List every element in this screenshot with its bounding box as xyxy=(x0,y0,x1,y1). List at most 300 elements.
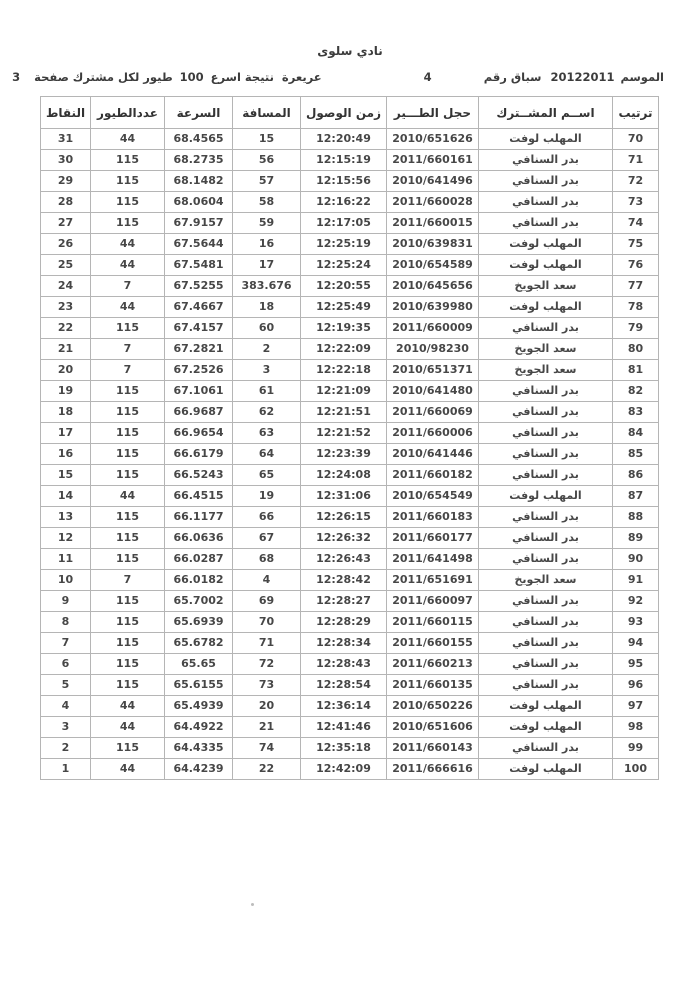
cell-points: 16 xyxy=(41,444,91,465)
cell-rank: 86 xyxy=(613,465,659,486)
cell-participant-name: بدر السنافي xyxy=(479,507,613,528)
cell-speed: 65.6939 xyxy=(165,612,233,633)
cell-speed: 65.6782 xyxy=(165,633,233,654)
cell-rank: 73 xyxy=(613,192,659,213)
cell-speed: 67.5481 xyxy=(165,255,233,276)
race-number-value: 4 xyxy=(423,70,432,84)
cell-arrival-time: 12:28:42 xyxy=(301,570,387,591)
cell-ring-number: 2010/650226 xyxy=(387,696,479,717)
cell-rank: 94 xyxy=(613,633,659,654)
cell-points: 6 xyxy=(41,654,91,675)
column-header-speed: السرعة xyxy=(165,97,233,129)
table-row xyxy=(41,465,659,486)
cell-arrival-time: 12:15:56 xyxy=(301,171,387,192)
cell-participant-name: بدر السنافي xyxy=(479,738,613,759)
cell-ring-number: 2010/651606 xyxy=(387,717,479,738)
cell-distance: 62 xyxy=(233,402,301,423)
cell-distance: 61 xyxy=(233,381,301,402)
cell-points: 27 xyxy=(41,213,91,234)
cell-bird-count: 115 xyxy=(91,549,165,570)
cell-ring-number: 2010/639980 xyxy=(387,297,479,318)
cell-participant-name: بدر السنافي xyxy=(479,612,613,633)
cell-distance: 56 xyxy=(233,150,301,171)
cell-bird-count: 44 xyxy=(91,759,165,780)
table-row xyxy=(41,738,659,759)
cell-points: 9 xyxy=(41,591,91,612)
cell-speed: 68.2735 xyxy=(165,150,233,171)
cell-rank: 71 xyxy=(613,150,659,171)
cell-speed: 68.0604 xyxy=(165,192,233,213)
cell-points: 12 xyxy=(41,528,91,549)
cell-speed: 66.6179 xyxy=(165,444,233,465)
cell-rank: 77 xyxy=(613,276,659,297)
cell-points: 25 xyxy=(41,255,91,276)
cell-arrival-time: 12:16:22 xyxy=(301,192,387,213)
cell-arrival-time: 12:22:09 xyxy=(301,339,387,360)
cell-distance: 59 xyxy=(233,213,301,234)
cell-rank: 91 xyxy=(613,570,659,591)
cell-points: 15 xyxy=(41,465,91,486)
cell-arrival-time: 12:24:08 xyxy=(301,465,387,486)
cell-bird-count: 7 xyxy=(91,339,165,360)
cell-rank: 82 xyxy=(613,381,659,402)
table-row xyxy=(41,759,659,780)
table-row xyxy=(41,486,659,507)
cell-arrival-time: 12:26:15 xyxy=(301,507,387,528)
cell-bird-count: 44 xyxy=(91,297,165,318)
cell-bird-count: 115 xyxy=(91,213,165,234)
cell-points: 17 xyxy=(41,423,91,444)
column-header-arrival-time: زمن الوصول xyxy=(301,97,387,129)
cell-ring-number: 2011/660155 xyxy=(387,633,479,654)
page-number: 3 xyxy=(12,70,21,84)
cell-rank: 95 xyxy=(613,654,659,675)
cell-arrival-time: 12:28:34 xyxy=(301,633,387,654)
table-row xyxy=(41,276,659,297)
cell-bird-count: 115 xyxy=(91,318,165,339)
cell-points: 4 xyxy=(41,696,91,717)
header-row xyxy=(41,97,659,129)
cell-bird-count: 115 xyxy=(91,633,165,654)
report-meta-line xyxy=(12,70,664,84)
cell-bird-count: 115 xyxy=(91,507,165,528)
table-row xyxy=(41,234,659,255)
cell-rank: 76 xyxy=(613,255,659,276)
cell-distance: 64 xyxy=(233,444,301,465)
cell-points: 8 xyxy=(41,612,91,633)
cell-distance: 383.676 xyxy=(233,276,301,297)
cell-participant-name: المهلب لوفت xyxy=(479,717,613,738)
cell-distance: 17 xyxy=(233,255,301,276)
cell-ring-number: 2011/660135 xyxy=(387,675,479,696)
cell-speed: 68.4565 xyxy=(165,129,233,150)
cell-speed: 66.5243 xyxy=(165,465,233,486)
cell-participant-name: بدر السنافي xyxy=(479,528,613,549)
cell-bird-count: 115 xyxy=(91,423,165,444)
cell-ring-number: 2010/98230 xyxy=(387,339,479,360)
cell-distance: 72 xyxy=(233,654,301,675)
cell-participant-name: بدر السنافي xyxy=(479,675,613,696)
cell-points: 13 xyxy=(41,507,91,528)
cell-bird-count: 7 xyxy=(91,276,165,297)
cell-ring-number: 2011/660183 xyxy=(387,507,479,528)
cell-distance: 18 xyxy=(233,297,301,318)
cell-distance: 67 xyxy=(233,528,301,549)
cell-points: 3 xyxy=(41,717,91,738)
cell-ring-number: 2011/660015 xyxy=(387,213,479,234)
table-row xyxy=(41,402,659,423)
cell-bird-count: 44 xyxy=(91,234,165,255)
cell-participant-name: سعد الجويخ xyxy=(479,276,613,297)
column-header-distance: المسافة xyxy=(233,97,301,129)
table-row xyxy=(41,129,659,150)
cell-points: 28 xyxy=(41,192,91,213)
cell-rank: 84 xyxy=(613,423,659,444)
cell-bird-count: 115 xyxy=(91,738,165,759)
cell-speed: 68.1482 xyxy=(165,171,233,192)
table-row xyxy=(41,654,659,675)
cell-speed: 65.65 xyxy=(165,654,233,675)
cell-participant-name: بدر السنافي xyxy=(479,402,613,423)
cell-rank: 78 xyxy=(613,297,659,318)
cell-ring-number: 2010/645656 xyxy=(387,276,479,297)
cell-points: 5 xyxy=(41,675,91,696)
column-header-rank: ترتيب xyxy=(613,97,659,129)
season-value: 20122011 xyxy=(550,70,615,84)
table-row xyxy=(41,675,659,696)
cell-speed: 67.5644 xyxy=(165,234,233,255)
cell-bird-count: 44 xyxy=(91,129,165,150)
cell-ring-number: 2010/641480 xyxy=(387,381,479,402)
cell-rank: 72 xyxy=(613,171,659,192)
cell-rank: 93 xyxy=(613,612,659,633)
cell-points: 18 xyxy=(41,402,91,423)
cell-points: 19 xyxy=(41,381,91,402)
table-row xyxy=(41,192,659,213)
cell-points: 2 xyxy=(41,738,91,759)
cell-distance: 70 xyxy=(233,612,301,633)
results-table-header xyxy=(41,97,659,129)
cell-rank: 74 xyxy=(613,213,659,234)
cell-arrival-time: 12:26:32 xyxy=(301,528,387,549)
cell-rank: 98 xyxy=(613,717,659,738)
cell-bird-count: 115 xyxy=(91,465,165,486)
cell-speed: 66.1177 xyxy=(165,507,233,528)
cell-ring-number: 2011/660143 xyxy=(387,738,479,759)
cell-points: 14 xyxy=(41,486,91,507)
cell-speed: 64.4239 xyxy=(165,759,233,780)
cell-ring-number: 2011/660182 xyxy=(387,465,479,486)
cell-distance: 19 xyxy=(233,486,301,507)
table-row xyxy=(41,507,659,528)
cell-distance: 63 xyxy=(233,423,301,444)
table-row xyxy=(41,696,659,717)
cell-arrival-time: 12:35:18 xyxy=(301,738,387,759)
cell-bird-count: 115 xyxy=(91,612,165,633)
cell-arrival-time: 12:36:14 xyxy=(301,696,387,717)
cell-distance: 71 xyxy=(233,633,301,654)
column-header-participant-name: اســم المشــترك xyxy=(479,97,613,129)
cell-distance: 58 xyxy=(233,192,301,213)
cell-speed: 66.0287 xyxy=(165,549,233,570)
cell-participant-name: بدر السنافي xyxy=(479,318,613,339)
cell-rank: 70 xyxy=(613,129,659,150)
cell-arrival-time: 12:28:43 xyxy=(301,654,387,675)
table-row xyxy=(41,423,659,444)
cell-distance: 68 xyxy=(233,549,301,570)
cell-distance: 65 xyxy=(233,465,301,486)
cell-distance: 21 xyxy=(233,717,301,738)
cell-speed: 65.7002 xyxy=(165,591,233,612)
cell-speed: 67.4157 xyxy=(165,318,233,339)
cell-arrival-time: 12:21:51 xyxy=(301,402,387,423)
table-row xyxy=(41,549,659,570)
cell-points: 24 xyxy=(41,276,91,297)
column-header-bird-count: عددالطيور xyxy=(91,97,165,129)
cell-bird-count: 115 xyxy=(91,654,165,675)
cell-arrival-time: 12:42:09 xyxy=(301,759,387,780)
table-row xyxy=(41,150,659,171)
cell-participant-name: المهلب لوفت xyxy=(479,255,613,276)
cell-participant-name: المهلب لوفت xyxy=(479,297,613,318)
cell-ring-number: 2010/651371 xyxy=(387,360,479,381)
cell-speed: 67.9157 xyxy=(165,213,233,234)
cell-participant-name: المهلب لوفت xyxy=(479,696,613,717)
cell-arrival-time: 12:22:18 xyxy=(301,360,387,381)
cell-distance: 73 xyxy=(233,675,301,696)
table-row xyxy=(41,528,659,549)
cell-participant-name: بدر السنافي xyxy=(479,381,613,402)
cell-arrival-time: 12:25:19 xyxy=(301,234,387,255)
cell-ring-number: 2011/660028 xyxy=(387,192,479,213)
cell-participant-name: بدر السنافي xyxy=(479,465,613,486)
cell-distance: 57 xyxy=(233,171,301,192)
cell-arrival-time: 12:31:06 xyxy=(301,486,387,507)
cell-distance: 15 xyxy=(233,129,301,150)
cell-speed: 64.4335 xyxy=(165,738,233,759)
cell-ring-number: 2011/660115 xyxy=(387,612,479,633)
cell-arrival-time: 12:25:24 xyxy=(301,255,387,276)
cell-speed: 66.9654 xyxy=(165,423,233,444)
cell-points: 31 xyxy=(41,129,91,150)
cell-speed: 66.0636 xyxy=(165,528,233,549)
table-row xyxy=(41,339,659,360)
cell-bird-count: 115 xyxy=(91,171,165,192)
cell-distance: 4 xyxy=(233,570,301,591)
cell-speed: 67.2526 xyxy=(165,360,233,381)
cell-rank: 80 xyxy=(613,339,659,360)
race-number-label: سباق رقم xyxy=(483,70,542,84)
cell-points: 11 xyxy=(41,549,91,570)
cell-arrival-time: 12:26:43 xyxy=(301,549,387,570)
cell-ring-number: 2011/666616 xyxy=(387,759,479,780)
cell-points: 29 xyxy=(41,171,91,192)
cell-rank: 97 xyxy=(613,696,659,717)
cell-rank: 89 xyxy=(613,528,659,549)
cell-arrival-time: 12:19:35 xyxy=(301,318,387,339)
cell-participant-name: المهلب لوفت xyxy=(479,486,613,507)
cell-distance: 3 xyxy=(233,360,301,381)
cell-participant-name: بدر السنافي xyxy=(479,192,613,213)
cell-arrival-time: 12:28:54 xyxy=(301,675,387,696)
result-label: نتيجة اسرع xyxy=(210,70,274,84)
cell-ring-number: 2010/651626 xyxy=(387,129,479,150)
cell-bird-count: 44 xyxy=(91,717,165,738)
table-row xyxy=(41,297,659,318)
cell-rank: 99 xyxy=(613,738,659,759)
cell-bird-count: 115 xyxy=(91,192,165,213)
cell-points: 21 xyxy=(41,339,91,360)
cell-distance: 16 xyxy=(233,234,301,255)
per-member-label: طيور لكل مشترك صفحة xyxy=(34,70,173,84)
cell-distance: 60 xyxy=(233,318,301,339)
cell-rank: 100 xyxy=(613,759,659,780)
cell-bird-count: 115 xyxy=(91,150,165,171)
cell-participant-name: بدر السنافي xyxy=(479,171,613,192)
cell-arrival-time: 12:21:52 xyxy=(301,423,387,444)
cell-rank: 85 xyxy=(613,444,659,465)
cell-participant-name: سعد الجويخ xyxy=(479,360,613,381)
cell-points: 1 xyxy=(41,759,91,780)
cell-bird-count: 44 xyxy=(91,486,165,507)
cell-ring-number: 2011/660161 xyxy=(387,150,479,171)
cell-participant-name: سعد الجويخ xyxy=(479,570,613,591)
cell-distance: 2 xyxy=(233,339,301,360)
cell-arrival-time: 12:20:49 xyxy=(301,129,387,150)
cell-arrival-time: 12:21:09 xyxy=(301,381,387,402)
cell-ring-number: 2010/639831 xyxy=(387,234,479,255)
cell-rank: 87 xyxy=(613,486,659,507)
cell-participant-name: المهلب لوفت xyxy=(479,234,613,255)
cell-rank: 83 xyxy=(613,402,659,423)
scan-speck xyxy=(251,903,254,906)
table-row xyxy=(41,591,659,612)
season-label: الموسم xyxy=(620,70,664,84)
cell-arrival-time: 12:20:55 xyxy=(301,276,387,297)
cell-ring-number: 2010/654589 xyxy=(387,255,479,276)
club-title: نادي سلوى xyxy=(317,44,383,58)
cell-speed: 65.6155 xyxy=(165,675,233,696)
table-row xyxy=(41,360,659,381)
cell-participant-name: المهلب لوفت xyxy=(479,129,613,150)
table-row xyxy=(41,444,659,465)
cell-bird-count: 44 xyxy=(91,696,165,717)
cell-speed: 66.0182 xyxy=(165,570,233,591)
cell-arrival-time: 12:23:39 xyxy=(301,444,387,465)
cell-rank: 81 xyxy=(613,360,659,381)
cell-distance: 69 xyxy=(233,591,301,612)
cell-participant-name: المهلب لوفت xyxy=(479,759,613,780)
cell-ring-number: 2011/660006 xyxy=(387,423,479,444)
cell-bird-count: 7 xyxy=(91,360,165,381)
cell-points: 23 xyxy=(41,297,91,318)
cell-rank: 90 xyxy=(613,549,659,570)
cell-speed: 65.4939 xyxy=(165,696,233,717)
cell-rank: 92 xyxy=(613,591,659,612)
cell-distance: 20 xyxy=(233,696,301,717)
cell-rank: 88 xyxy=(613,507,659,528)
cell-participant-name: بدر السنافي xyxy=(479,423,613,444)
cell-participant-name: بدر السنافي xyxy=(479,213,613,234)
cell-ring-number: 2011/660097 xyxy=(387,591,479,612)
cell-distance: 74 xyxy=(233,738,301,759)
cell-participant-name: بدر السنافي xyxy=(479,444,613,465)
table-row xyxy=(41,171,659,192)
cell-ring-number: 2010/641446 xyxy=(387,444,479,465)
fastest-birds-count: 100 xyxy=(179,70,204,84)
cell-participant-name: بدر السنافي xyxy=(479,549,613,570)
cell-ring-number: 2011/660009 xyxy=(387,318,479,339)
cell-bird-count: 44 xyxy=(91,255,165,276)
cell-ring-number: 2010/641496 xyxy=(387,171,479,192)
table-row xyxy=(41,381,659,402)
cell-participant-name: بدر السنافي xyxy=(479,633,613,654)
cell-ring-number: 2010/654549 xyxy=(387,486,479,507)
cell-ring-number: 2011/660177 xyxy=(387,528,479,549)
cell-points: 26 xyxy=(41,234,91,255)
table-row xyxy=(41,633,659,654)
cell-speed: 66.9687 xyxy=(165,402,233,423)
column-header-ring-number: حجل الطـــير xyxy=(387,97,479,129)
cell-speed: 67.5255 xyxy=(165,276,233,297)
cell-bird-count: 115 xyxy=(91,402,165,423)
cell-arrival-time: 12:15:19 xyxy=(301,150,387,171)
cell-ring-number: 2011/660069 xyxy=(387,402,479,423)
table-row xyxy=(41,318,659,339)
table-row xyxy=(41,213,659,234)
cell-participant-name: بدر السنافي xyxy=(479,591,613,612)
cell-distance: 22 xyxy=(233,759,301,780)
cell-speed: 67.2821 xyxy=(165,339,233,360)
cell-arrival-time: 12:41:46 xyxy=(301,717,387,738)
cell-arrival-time: 12:25:49 xyxy=(301,297,387,318)
cell-arrival-time: 12:28:27 xyxy=(301,591,387,612)
cell-ring-number: 2011/651691 xyxy=(387,570,479,591)
cell-distance: 66 xyxy=(233,507,301,528)
column-header-points: النقاط xyxy=(41,97,91,129)
cell-ring-number: 2011/641498 xyxy=(387,549,479,570)
cell-rank: 79 xyxy=(613,318,659,339)
cell-participant-name: سعد الجويخ xyxy=(479,339,613,360)
table-row xyxy=(41,717,659,738)
cell-bird-count: 115 xyxy=(91,675,165,696)
table-row xyxy=(41,570,659,591)
cell-bird-count: 115 xyxy=(91,444,165,465)
cell-points: 20 xyxy=(41,360,91,381)
cell-points: 10 xyxy=(41,570,91,591)
cell-speed: 67.4667 xyxy=(165,297,233,318)
table-row xyxy=(41,255,659,276)
cell-speed: 66.4515 xyxy=(165,486,233,507)
cell-ring-number: 2011/660213 xyxy=(387,654,479,675)
cell-bird-count: 115 xyxy=(91,528,165,549)
cell-bird-count: 7 xyxy=(91,570,165,591)
cell-bird-count: 115 xyxy=(91,381,165,402)
results-table xyxy=(40,96,659,780)
cell-points: 7 xyxy=(41,633,91,654)
cell-rank: 96 xyxy=(613,675,659,696)
release-site: عريعرة xyxy=(281,70,322,84)
cell-speed: 64.4922 xyxy=(165,717,233,738)
cell-points: 22 xyxy=(41,318,91,339)
cell-arrival-time: 12:17:05 xyxy=(301,213,387,234)
cell-speed: 67.1061 xyxy=(165,381,233,402)
cell-bird-count: 115 xyxy=(91,591,165,612)
cell-participant-name: بدر السنافي xyxy=(479,654,613,675)
cell-arrival-time: 12:28:29 xyxy=(301,612,387,633)
table-row xyxy=(41,612,659,633)
cell-rank: 75 xyxy=(613,234,659,255)
